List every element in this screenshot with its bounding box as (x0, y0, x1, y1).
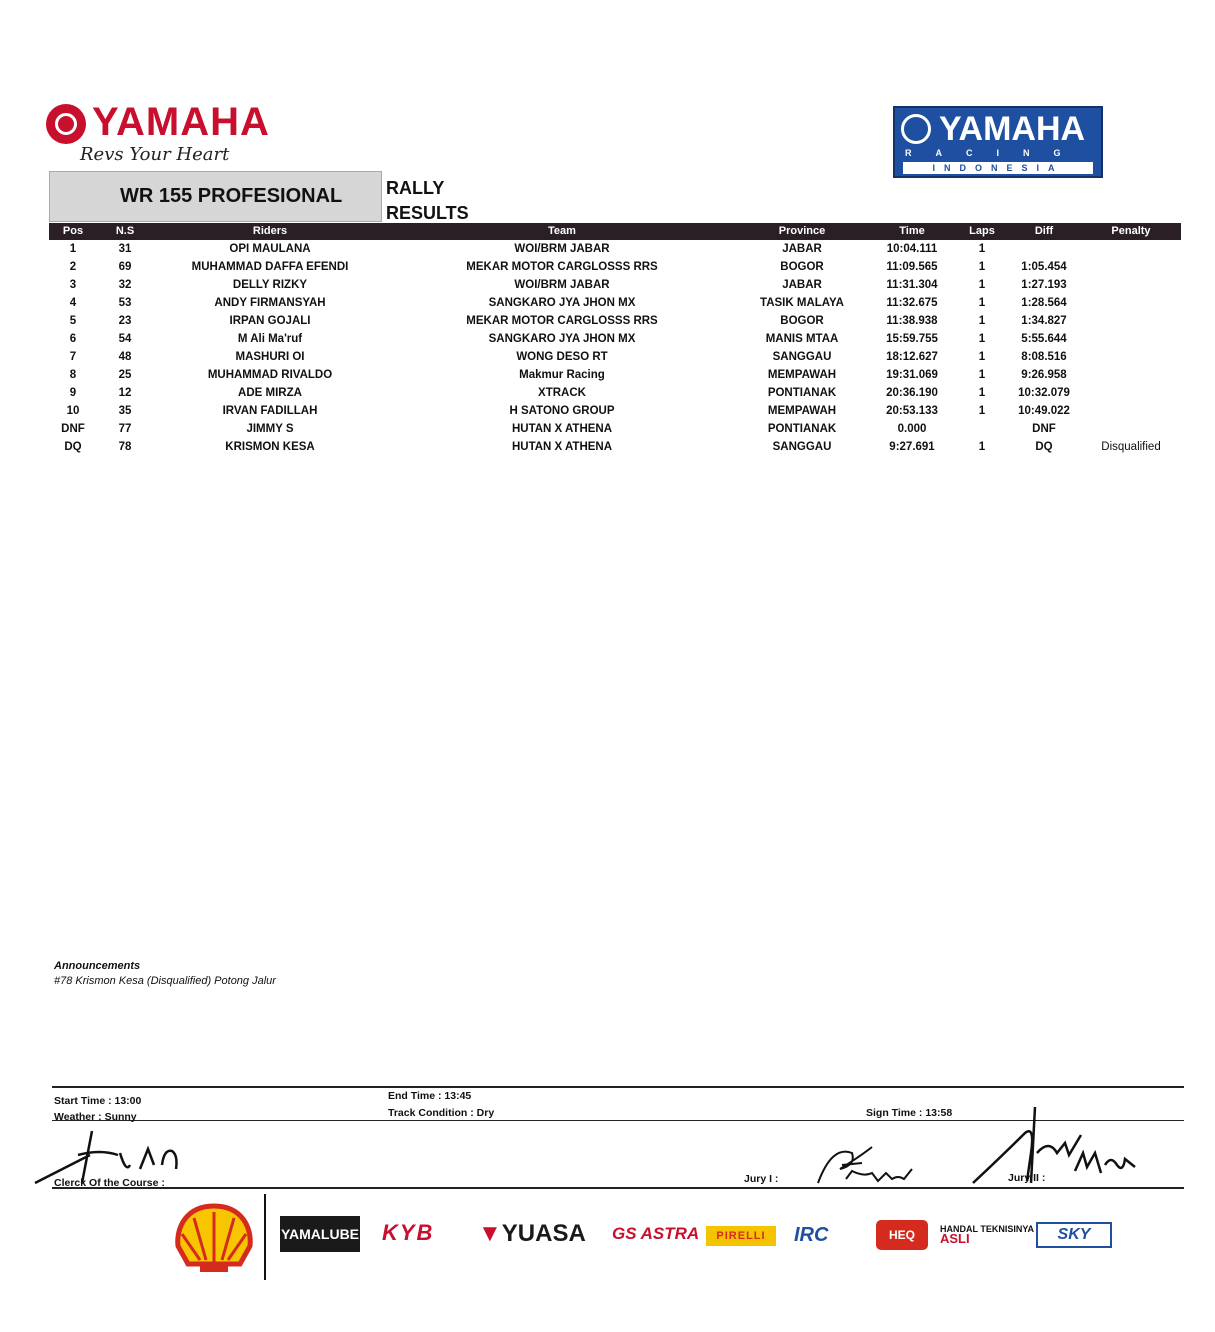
row-rider: OPI MAULANA (229, 243, 311, 255)
row-team: SANGKARO JYA JHON MX (488, 333, 636, 345)
table-row (49, 277, 1181, 294)
yuasa-mark-icon: ▼ (478, 1220, 502, 1247)
yamaha-racing-emblem-icon (901, 114, 931, 144)
table-row (49, 259, 1181, 276)
row-diff: 1:34.827 (1021, 315, 1067, 327)
results-title-line1: RALLY (386, 178, 445, 198)
row-diff: 10:49.022 (1018, 405, 1070, 417)
row-pos: 7 (69, 351, 77, 363)
col-diff: Diff (1034, 225, 1054, 237)
row-ns: 53 (118, 297, 132, 309)
row-laps: 1 (978, 297, 986, 309)
handal-line2: ASLI (940, 1231, 970, 1246)
row-laps: 1 (978, 369, 986, 381)
row-team: H SATONO GROUP (509, 405, 615, 417)
row-province: TASIK MALAYA (760, 297, 844, 309)
row-rider: DELLY RIZKY (232, 279, 308, 291)
table-row (49, 331, 1181, 348)
row-rider: M Ali Ma'ruf (237, 333, 303, 345)
table-row (49, 421, 1181, 438)
jury1-signature (812, 1135, 922, 1190)
row-time: 20:36.190 (886, 387, 938, 399)
row-province: BOGOR (780, 261, 824, 273)
row-diff: 1:27.193 (1021, 279, 1067, 291)
col-province: Province (778, 225, 826, 237)
row-ns: 12 (118, 387, 132, 399)
row-laps: 1 (978, 441, 986, 453)
start-time: Start Time : 13:00 (54, 1095, 142, 1107)
row-province: MEMPAWAH (767, 405, 837, 417)
indonesia-label: INDONESIA (903, 162, 1093, 174)
table-row (49, 241, 1181, 258)
row-province: PONTIANAK (767, 423, 837, 435)
yamaha-tuning-fork-icon (46, 104, 86, 144)
table-row (49, 367, 1181, 384)
row-ns: 48 (118, 351, 132, 363)
class-name: WR 155 PROFESIONAL (120, 185, 343, 207)
row-province: SANGGAU (772, 351, 832, 363)
row-time: 9:27.691 (889, 441, 935, 453)
col-ns: N.S (115, 225, 135, 237)
row-pos: 4 (69, 297, 77, 309)
row-pos: DQ (64, 441, 82, 453)
row-province: MEMPAWAH (767, 369, 837, 381)
irc-logo: IRC (794, 1224, 829, 1246)
row-pos: DNF (61, 423, 85, 435)
row-pos: 5 (69, 315, 77, 327)
yamaha-wordmark: YAMAHA (92, 100, 270, 144)
row-pos: 3 (69, 279, 77, 291)
row-time: 11:38.938 (886, 315, 938, 327)
row-time: 15:59.755 (886, 333, 938, 345)
jury1-label: Jury I : (744, 1173, 779, 1185)
table-row (49, 385, 1181, 402)
col-riders: Riders (252, 225, 288, 237)
row-rider: MASHURI OI (235, 351, 305, 363)
row-province: SANGGAU (772, 441, 832, 453)
row-time: 11:32.675 (886, 297, 938, 309)
col-penalty: Penalty (1111, 225, 1151, 237)
row-rider: JIMMY S (246, 423, 294, 435)
row-pos: 10 (66, 405, 80, 417)
announcements-title: Announcements (54, 960, 141, 972)
row-laps: 1 (978, 261, 986, 273)
row-diff: 9:26.958 (1021, 369, 1067, 381)
yamaha-tagline: Revs Your Heart (80, 144, 230, 165)
handal-logo (940, 1224, 1034, 1244)
row-ns: 69 (118, 261, 132, 273)
row-diff: 1:05.454 (1021, 261, 1067, 273)
row-laps: 1 (978, 333, 986, 345)
row-team: XTRACK (538, 387, 586, 399)
row-ns: 23 (118, 315, 132, 327)
row-pos: 1 (69, 243, 77, 255)
row-penalty: Disqualified (1101, 441, 1161, 453)
row-ns: 77 (118, 423, 132, 435)
results-title (386, 176, 469, 226)
row-ns: 32 (118, 279, 132, 291)
row-diff: DQ (1035, 441, 1053, 453)
row-team: MEKAR MOTOR CARGLOSSS RRS (466, 315, 658, 327)
row-team: SANGKARO JYA JHON MX (488, 297, 636, 309)
row-time: 10:04.111 (886, 243, 938, 255)
results-title-line2: RESULTS (386, 203, 469, 223)
row-diff: 10:32.079 (1018, 387, 1070, 399)
row-time: 11:09.565 (886, 261, 938, 273)
yamalube-logo: YAMALUBE (280, 1216, 360, 1252)
yamaha-racing-wordmark: YAMAHA (939, 110, 1086, 148)
weather: Weather : Sunny (54, 1111, 137, 1123)
row-diff: 1:28.564 (1021, 297, 1067, 309)
row-province: JABAR (782, 243, 822, 255)
row-rider: ANDY FIRMANSYAH (214, 297, 326, 309)
col-pos: Pos (62, 225, 84, 237)
row-team: WOI/BRM JABAR (514, 279, 610, 291)
row-laps: 1 (978, 279, 986, 291)
row-laps: 1 (978, 351, 986, 363)
row-team: WONG DESO RT (516, 351, 608, 363)
shell-logo (172, 1202, 256, 1274)
yamaha-racing-indonesia-logo (893, 106, 1103, 178)
jury2-signature (965, 1103, 1145, 1188)
row-province: PONTIANAK (767, 387, 837, 399)
row-laps: 1 (978, 405, 986, 417)
row-rider: MUHAMMAD DAFFA EFENDI (191, 261, 349, 273)
row-rider: MUHAMMAD RIVALDO (207, 369, 333, 381)
row-ns: 25 (118, 369, 132, 381)
row-ns: 35 (118, 405, 132, 417)
row-ns: 31 (118, 243, 132, 255)
row-time: 0.000 (897, 423, 927, 435)
clerk-label: Clerck Of the Course : (54, 1177, 165, 1189)
hteq-logo: HEQ (876, 1220, 928, 1250)
row-ns: 54 (118, 333, 132, 345)
row-team: Makmur Racing (519, 369, 605, 381)
row-team: HUTAN X ATHENA (511, 441, 613, 453)
yamaha-logo (46, 100, 270, 170)
row-team: HUTAN X ATHENA (511, 423, 613, 435)
row-rider: ADE MIRZA (238, 387, 302, 399)
row-team: WOI/BRM JABAR (514, 243, 610, 255)
table-row (49, 295, 1181, 312)
table-row (49, 439, 1181, 456)
row-rider: IRPAN GOJALI (229, 315, 311, 327)
row-rider: KRISMON KESA (225, 441, 315, 453)
row-time: 18:12.627 (886, 351, 938, 363)
row-diff: 8:08.516 (1021, 351, 1067, 363)
row-province: JABAR (782, 279, 822, 291)
row-pos: 6 (69, 333, 77, 345)
table-row (49, 403, 1181, 420)
table-row (49, 349, 1181, 366)
end-time: End Time : 13:45 (388, 1090, 472, 1102)
col-time: Time (899, 225, 925, 237)
pirelli-logo: PIRELLI (706, 1226, 776, 1246)
row-pos: 8 (69, 369, 77, 381)
gs-astra-logo: GS ASTRA (612, 1224, 700, 1243)
sign-time: Sign Time : 13:58 (866, 1107, 953, 1119)
announcements-text: #78 Krismon Kesa (Disqualified) Potong Jalur (54, 975, 276, 987)
table-row (49, 313, 1181, 330)
row-laps: 1 (978, 315, 986, 327)
kyb-logo: KYB (382, 1220, 435, 1245)
row-time: 20:53.133 (886, 405, 938, 417)
track-condition: Track Condition : Dry (388, 1107, 495, 1119)
yuasa-logo (478, 1220, 586, 1248)
sponsor-strip (170, 1196, 1120, 1282)
row-ns: 78 (118, 441, 132, 453)
racing-label: RACING (905, 148, 1085, 158)
row-diff: DNF (1032, 423, 1056, 435)
row-province: BOGOR (780, 315, 824, 327)
row-pos: 2 (69, 261, 77, 273)
row-team: MEKAR MOTOR CARGLOSSS RRS (466, 261, 658, 273)
row-diff: 5:55.644 (1021, 333, 1067, 345)
results-table-header (49, 223, 1181, 240)
clerk-signature (30, 1125, 190, 1190)
sky-logo: SKY (1036, 1222, 1112, 1248)
row-laps: 1 (978, 243, 986, 255)
row-time: 11:31.304 (886, 279, 938, 291)
row-time: 19:31.069 (886, 369, 938, 381)
sponsor-divider (264, 1194, 266, 1280)
col-team: Team (548, 225, 576, 237)
col-laps: Laps (969, 225, 995, 237)
yuasa-wordmark: YUASA (501, 1220, 586, 1247)
footer-top-rule (52, 1086, 1184, 1088)
handal-line1: HANDAL TEKNISINYA (940, 1224, 1035, 1234)
class-box (49, 171, 382, 222)
row-pos: 9 (69, 387, 77, 399)
row-province: MANIS MTAA (765, 333, 839, 345)
row-laps: 1 (978, 387, 986, 399)
jury2-label: Jury II : (1008, 1172, 1046, 1184)
row-rider: IRVAN FADILLAH (222, 405, 318, 417)
